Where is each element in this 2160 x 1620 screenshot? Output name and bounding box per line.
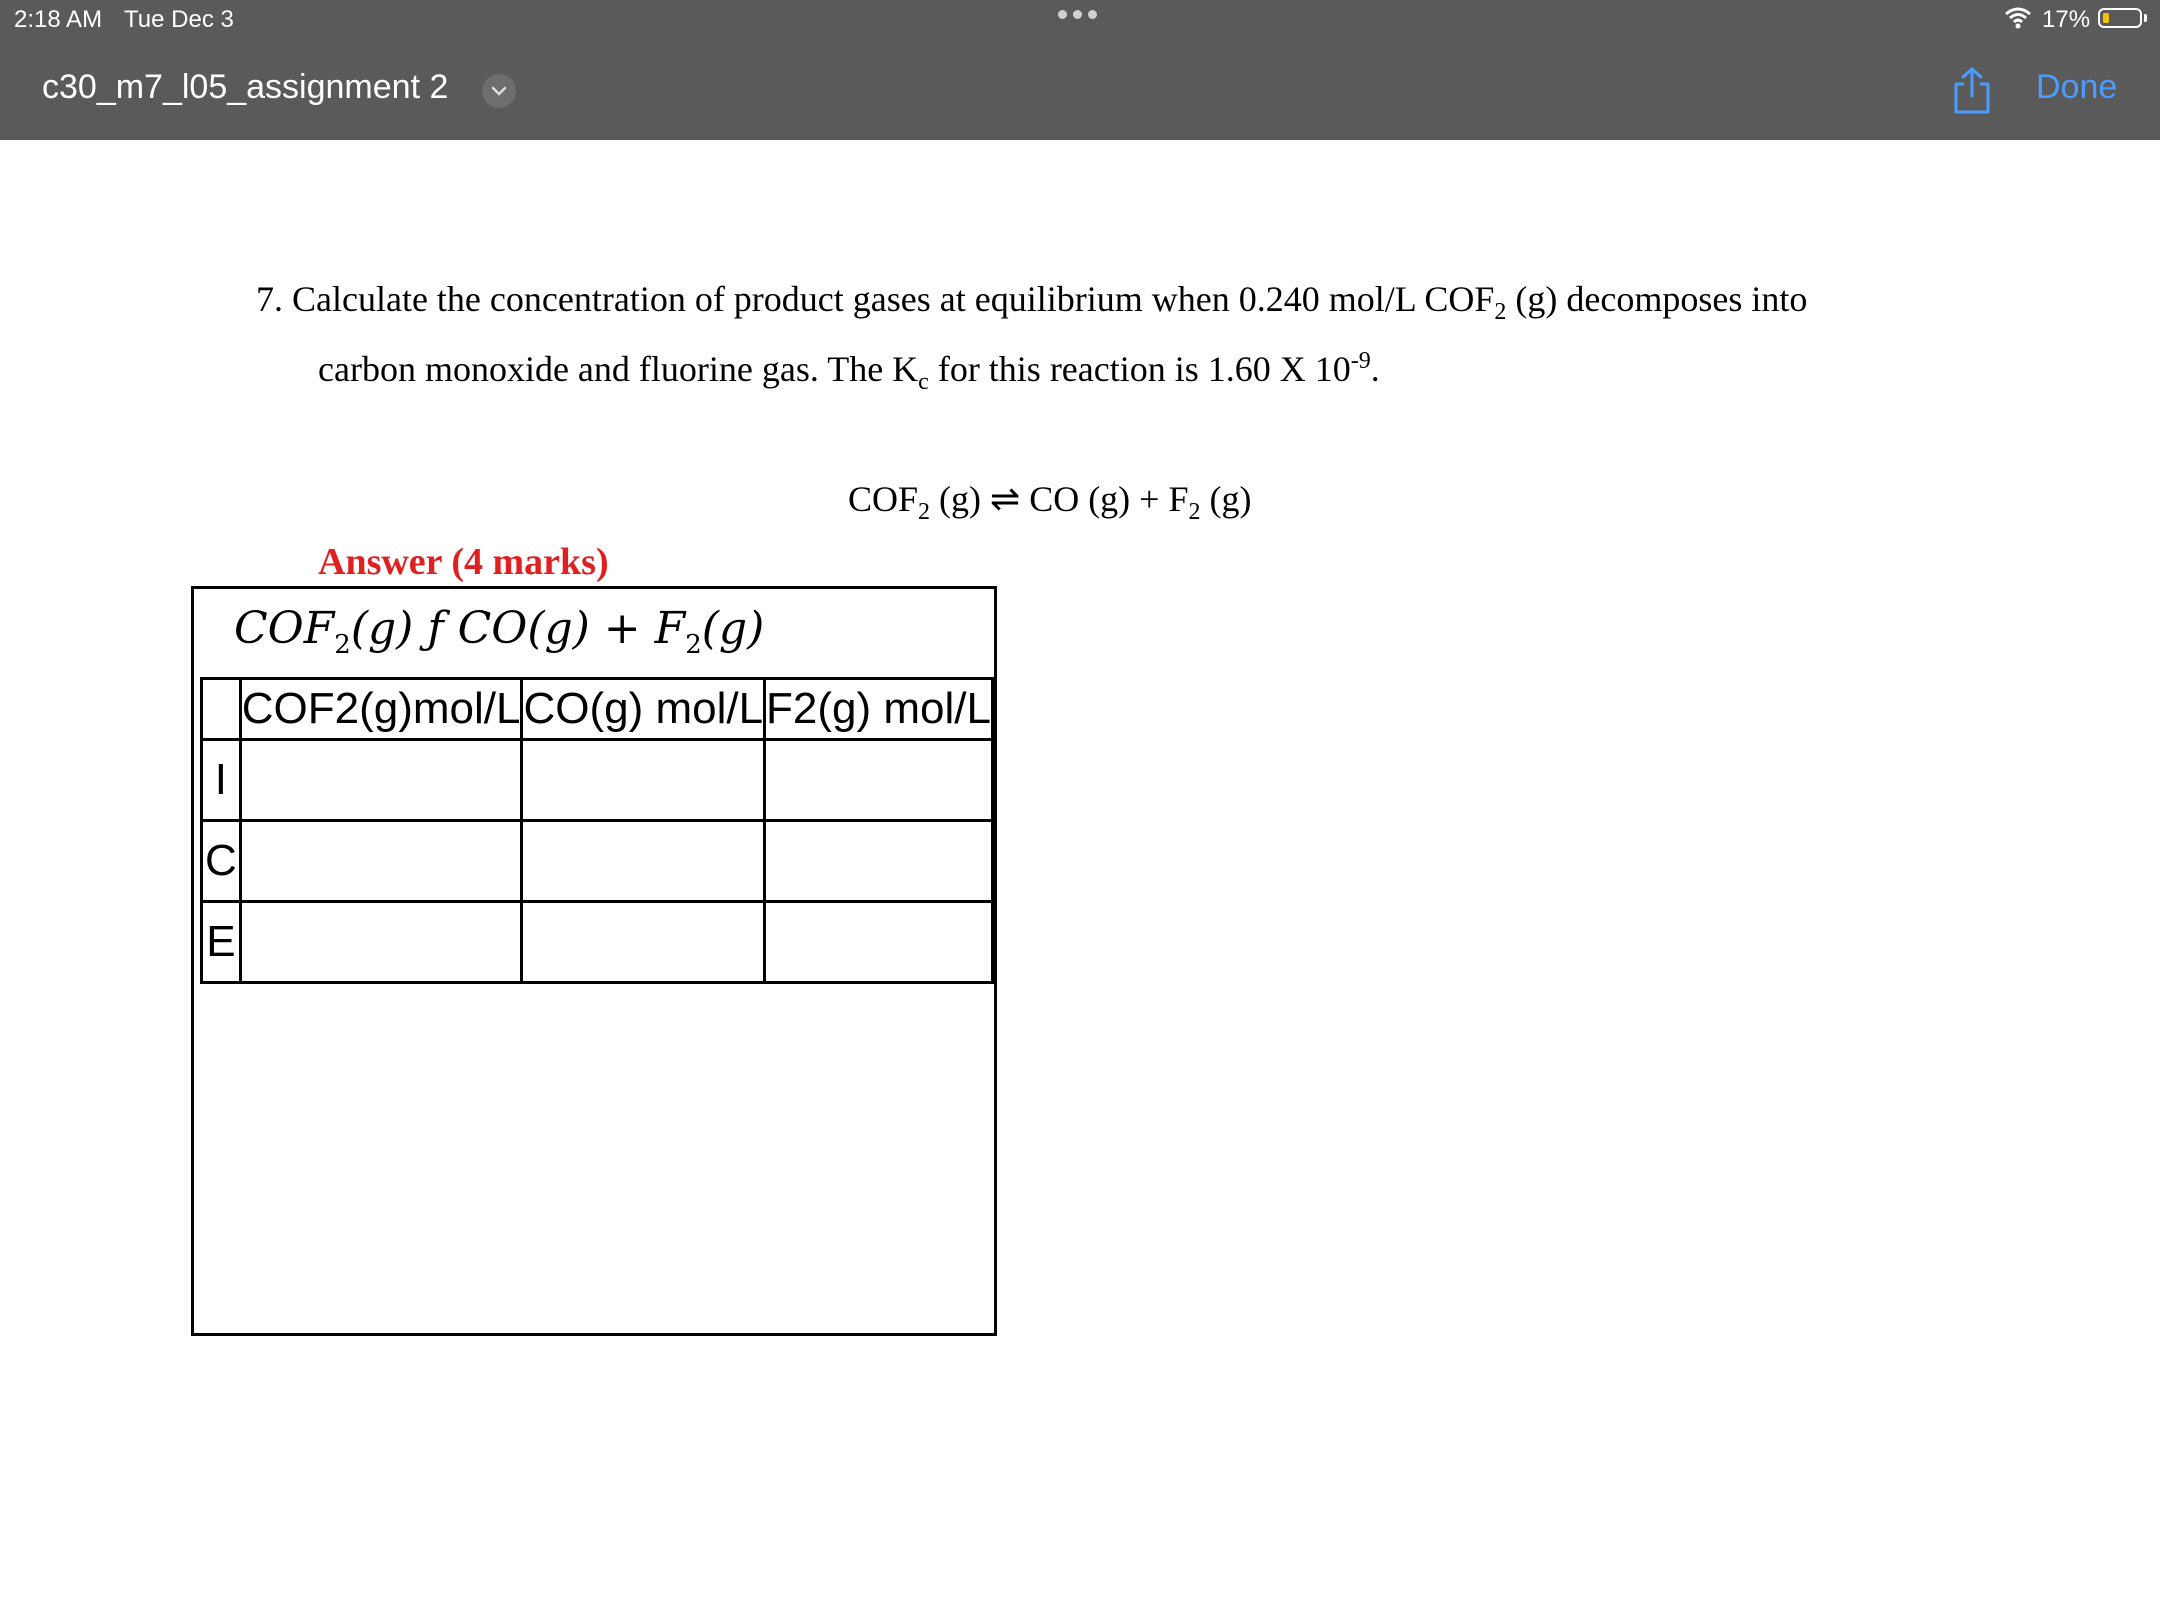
battery-fill (2103, 13, 2109, 23)
question-text: (g) decomposes into (1506, 279, 1808, 319)
subscript: 2 (685, 629, 702, 660)
table-row (202, 902, 993, 983)
table-header-cell: COF2(g)mol/L (240, 679, 522, 740)
row-label: I (202, 740, 241, 821)
row-label: E (202, 902, 241, 983)
table-header-row (202, 679, 993, 740)
reaction-equation (848, 478, 1251, 526)
subscript: 2 (1188, 499, 1201, 526)
question-text: carbon monoxide and fluorine gas. The K (318, 349, 919, 389)
table-row (202, 821, 993, 902)
table-cell[interactable] (240, 902, 522, 983)
chevron-down-icon[interactable] (482, 74, 516, 108)
battery-percent: 17% (2042, 6, 2091, 33)
document-title[interactable]: c30_m7_l05_assignment 2 (42, 68, 449, 106)
table-cell[interactable] (765, 902, 993, 983)
question-text: for this reaction is 1.60 X 10 (928, 349, 1351, 389)
equation-part: (g) (1200, 479, 1252, 519)
battery-icon (2098, 8, 2142, 28)
table-header-cell (202, 679, 241, 740)
question-line-2 (318, 348, 1380, 396)
status-time: 2:18 AM (14, 6, 103, 33)
battery-nub (2144, 14, 2147, 22)
table-cell[interactable] (240, 740, 522, 821)
answer-box[interactable] (191, 586, 997, 1336)
equation-part: COF (848, 479, 919, 519)
table-header-cell: CO(g) mol/L (522, 679, 765, 740)
ice-table (200, 677, 994, 984)
table-cell[interactable] (765, 821, 993, 902)
handwritten-equation (234, 603, 764, 660)
subscript: 2 (918, 499, 931, 526)
table-row (202, 740, 993, 821)
question-text: . (1370, 349, 1380, 389)
equation-part: (g) (701, 603, 765, 654)
row-label: C (202, 821, 241, 902)
done-button[interactable]: Done (2036, 68, 2118, 106)
question-line-1 (256, 278, 1807, 326)
question-text: 7. Calculate the concentration of product gases at equilibrium when 0.240 mol/L COF (256, 279, 1495, 319)
table-cell[interactable] (765, 740, 993, 821)
table-header-cell: F2(g) mol/L (765, 679, 993, 740)
subscript: c (918, 369, 929, 396)
answer-label: Answer (4 marks) (318, 541, 609, 583)
equilibrium-arrow-icon: ⇌ (990, 479, 1021, 519)
share-icon[interactable] (1950, 66, 1994, 116)
equation-part: CO (g) + F (1020, 479, 1189, 519)
equation-part: (g) (930, 479, 991, 519)
equation-part: (g) ƒ CO(g) + F (350, 603, 686, 654)
top-bar (0, 0, 2160, 140)
subscript: 2 (1494, 299, 1507, 326)
table-cell[interactable] (240, 821, 522, 902)
status-date: Tue Dec 3 (124, 6, 234, 33)
subscript: 2 (334, 629, 351, 660)
table-cell[interactable] (522, 740, 765, 821)
equation-part: COF (234, 603, 335, 654)
multitasking-dots-icon[interactable] (1058, 10, 1097, 19)
table-cell[interactable] (522, 821, 765, 902)
superscript: -9 (1350, 348, 1371, 374)
wifi-icon (2004, 6, 2032, 30)
table-cell[interactable] (522, 902, 765, 983)
